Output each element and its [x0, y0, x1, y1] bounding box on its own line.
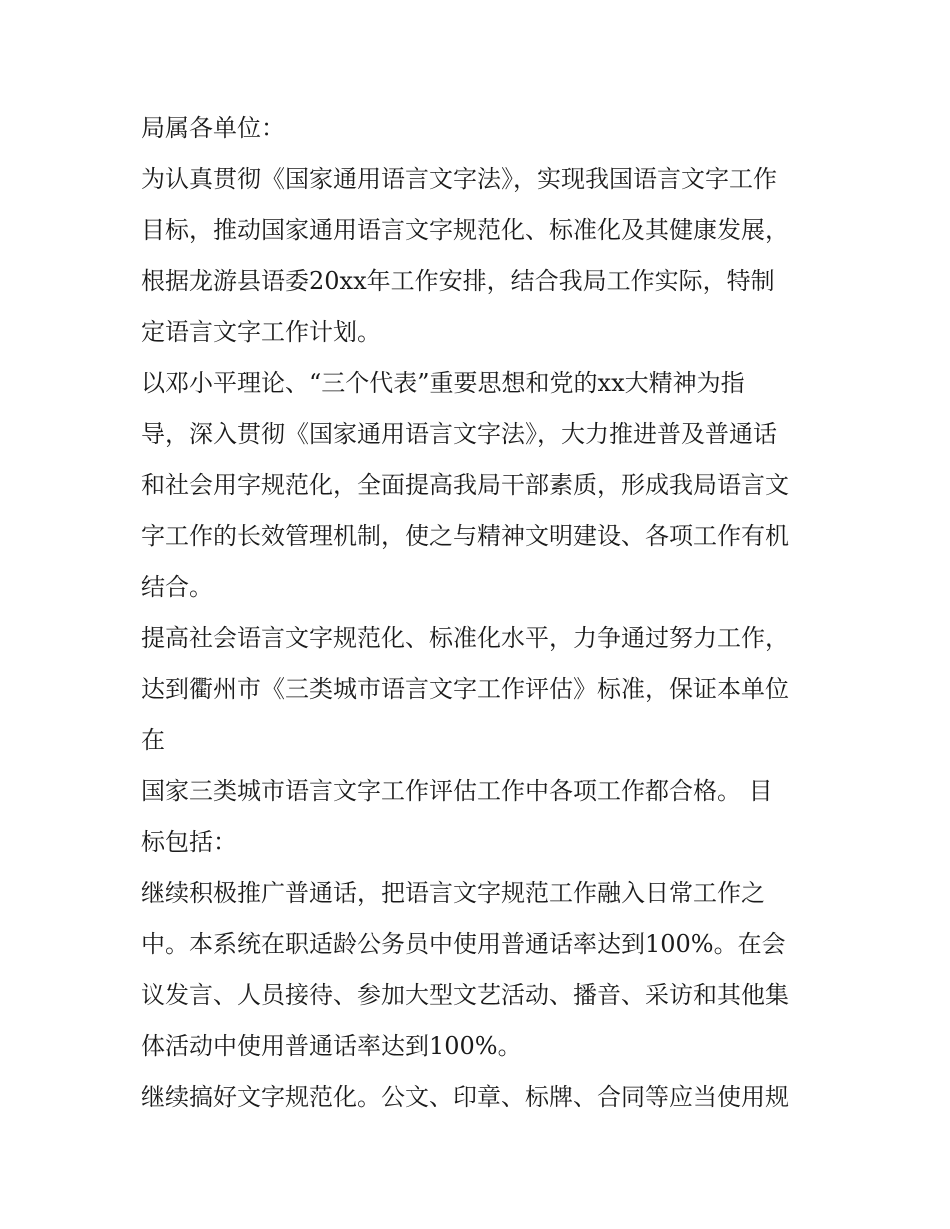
text-line: 局属各单位： [141, 114, 285, 142]
text-line: 体活动中使用普通话率达到100%。 [141, 1032, 522, 1060]
text-line: 根据龙游县语委20xx年工作安排，结合我局工作实际，特制 [141, 267, 775, 295]
intro-paragraph [141, 154, 821, 358]
text-line: 定语言文字工作计划。 [141, 318, 381, 346]
mandarin-promotion-paragraph [141, 868, 821, 1072]
text-line: 目标，推动国家通用语言文字规范化、标准化及其健康发展， [141, 216, 789, 244]
text-line: 议发言、人员接待、参加大型文艺活动、播音、采访和其他集 [141, 981, 789, 1009]
text-line: 继续搞好文字规范化。公文、印章、标牌、合同等应当使用规 [141, 1083, 789, 1111]
text-line: 中。本系统在职适龄公务员中使用普通话率达到100%。在会 [141, 930, 786, 958]
character-standardization-paragraph [141, 1072, 821, 1123]
evaluation-paragraph [141, 766, 821, 868]
document-body [141, 103, 821, 1123]
text-line: 结合。 [141, 573, 213, 601]
text-line: 字工作的长效管理机制，使之与精神文明建设、各项工作有机 [141, 522, 789, 550]
text-line: 以邓小平理论、“三个代表”重要思想和党的xx大精神为指 [141, 369, 745, 397]
text-line: 达到衢州市《三类城市语言文字工作评估》标准，保证本单位 [141, 675, 789, 703]
text-line: 提高社会语言文字规范化、标准化水平，力争通过努力工作， [141, 624, 789, 652]
text-line: 为认真贯彻《国家通用语言文字法》，实现我国语言文字工作 [141, 165, 777, 193]
text-line: 国家三类城市语言文字工作评估工作中各项工作都合格。 目 [141, 777, 773, 805]
goal-paragraph [141, 613, 821, 766]
text-line: 和社会用字规范化，全面提高我局干部素质，形成我局语言文 [141, 471, 789, 499]
text-line: 标包括： [141, 828, 237, 856]
text-line: 继续积极推广普通话，把语言文字规范工作融入日常工作之 [141, 879, 765, 907]
text-line: 在 [141, 726, 165, 754]
salutation-paragraph [141, 103, 821, 154]
guiding-ideology-paragraph [141, 358, 821, 613]
text-line: 导，深入贯彻《国家通用语言文字法》，大力推进普及普通话 [141, 420, 777, 448]
